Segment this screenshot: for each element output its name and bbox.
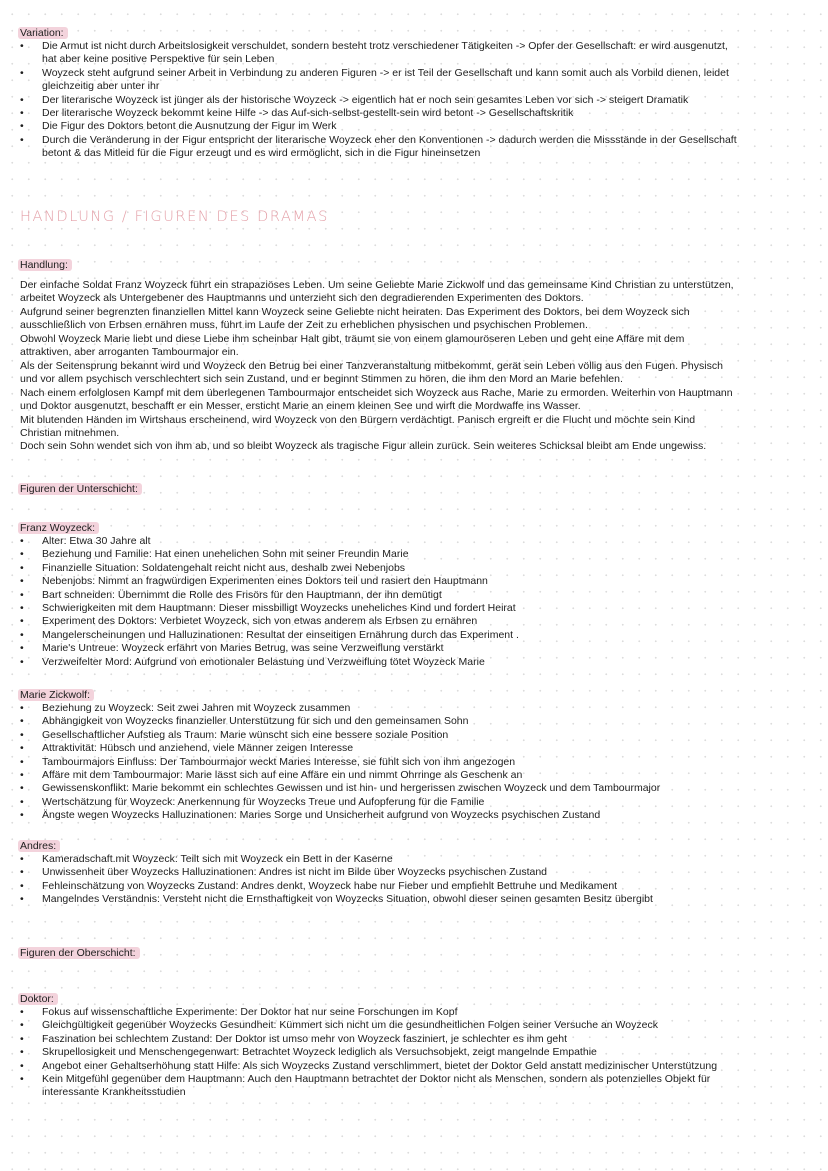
list-item: [0, 615, 810, 628]
list-item: [0, 742, 810, 755]
bullet-icon: •: [20, 120, 24, 133]
paragraph-line: attraktiven, aber arroganten Tambourmajor ein.: [20, 346, 239, 359]
list-item: [0, 866, 810, 879]
bullet-icon: •: [20, 107, 24, 120]
list-item: [0, 94, 810, 107]
list-item-text: Tambourmajors Einfluss: Der Tambourmajor weckt Maries Interesse, sie fühlt sich von ihm angezogen: [42, 755, 516, 768]
list-item-text: Mangelndes Verständnis: Versteht nicht die Ernsthaftigkeit von Woyzecks Situation, obwohl dieser seinen gesamten Besitz übergibt: [42, 893, 653, 906]
paragraph-line: Nach einem erfolglosen Kampf mit dem überlegenen Tambourmajor entscheidet sich Woyzeck aus Rache, Marie zu ermorden. Weiterhin von Hauptmann: [20, 386, 733, 399]
list-item: [0, 642, 810, 655]
list-item-text: Experiment des Doktors: Verbietet Woyzeck, sich von etwas anderem als Erbsen zu ernähren: [42, 615, 478, 628]
list-item-text: Kein Mitgefühl gegenüber dem Hauptmann: Auch den Hauptmann betrachtet der Doktor nicht als Menschen, sondern als potenzielles Objekt für: [42, 1073, 711, 1086]
bullet-icon: •: [20, 769, 24, 782]
bullet-icon: •: [20, 642, 24, 655]
bullet-icon: •: [20, 93, 24, 106]
handlung-label: Handlung:: [18, 259, 72, 271]
list-item: [0, 1060, 810, 1073]
list-item-text: Fokus auf wissenschaftliche Experimente: Der Doktor hat nur seine Forschungen im Kopf: [42, 1006, 458, 1018]
list-item-text: gleichzeitig aber unter ihr: [42, 80, 160, 93]
list-item: [0, 656, 810, 669]
list-item-text: Fehleinschätzung von Woyzecks Zustand: Andres denkt, Woyzeck habe nur Fieber und empfiehlt Bettruhe und Medikament: [42, 879, 618, 892]
list-item-text: Kameradschaft.mit Woyzeck: Teilt sich mit Woyzeck ein Bett in der Kaserne: [42, 853, 393, 865]
list-item-text: Attraktivität: Hübsch und anziehend, viele Männer zeigen Interesse: [42, 742, 354, 755]
list-item-text: Finanzielle Situation: Soldatengehalt reicht nicht aus, deshalb zwei Nebenjobs: [42, 561, 406, 574]
list-item-text: Woyzeck steht aufgrund seiner Arbeit in Verbindung zu anderen Figuren -> er ist Teil der Gesellschaft und kann somit auch als Vorbild dienen, leidet: [42, 66, 729, 79]
paragraph-line: Christian mitnehmen.: [20, 426, 120, 439]
list-item-text: Affäre mit dem Tambourmajor: Marie lässt sich auf eine Affäre ein und nimmt Ohrringe als Geschenk an: [42, 769, 523, 782]
list-item-text: Marie's Untreue: Woyzeck erfährt von Maries Betrug, was seine Verzweiflung verstärkt: [42, 642, 444, 655]
bullet-icon: •: [20, 1019, 24, 1032]
paragraph-line: arbeitet Woyzeck als Untergebener des Hauptmanns und unterzieht sich den degradierenden Experimenten des Doktors.: [20, 292, 584, 305]
list-item-text: interessante Krankheitsstudien: [42, 1086, 186, 1099]
list-item: [0, 575, 810, 588]
list-item-text: betont & das Mitleid für die Figur erzeugt und es wird ermöglicht, sich in die Figur hineinsetzen: [42, 147, 481, 160]
list-item: [0, 562, 810, 575]
list-item-text: Der literarische Woyzeck ist jünger als der historische Woyzeck -> eigentlich hat er noch sein gesamtes Leben vor sich -> steigert Dramatik: [42, 93, 689, 106]
list-item: [0, 782, 810, 795]
bullet-icon: •: [20, 795, 24, 808]
list-item: [0, 535, 810, 548]
list-item: [0, 67, 810, 94]
paragraph-line: Mit blutenden Händen im Wirtshaus erscheinend, wird Woyzeck von den Bürgern verdächtigt. Panisch ergreift er die Flucht und möchte sein Kind: [20, 413, 696, 426]
marie-zickwolf-list: [0, 702, 810, 823]
list-item-text: Verzweifelter Mord: Aufgrund von emotionaler Belastung und Verzweiflung tötet Woyzeck Marie: [42, 655, 485, 668]
doktor-label: Doktor:: [18, 993, 58, 1005]
doktor-list: [0, 1006, 810, 1100]
bullet-icon: •: [20, 1046, 24, 1059]
andres-list: [0, 853, 810, 907]
list-item-text: Ängste wegen Woyzecks Halluzinationen: Maries Sorge und Unsicherheit aufgrund von Woyzecks psychischen Zustand: [42, 809, 601, 822]
bullet-icon: •: [20, 66, 24, 79]
list-item-text: Alter: Etwa 30 Jahre alt: [42, 535, 151, 547]
paragraph-line: Doch sein Sohn wendet sich von ihm ab, und so bleibt Woyzeck als tragische Figur allein zurück. Sein weiteres Schicksal bleibt am Ende ungewiss.: [20, 440, 707, 453]
bullet-icon: •: [20, 715, 24, 728]
list-item-text: hat aber keine positive Perspektive für sein Leben: [42, 53, 275, 66]
bullet-icon: •: [20, 602, 24, 615]
paragraph-line: Obwohl Woyzeck Marie liebt und diese Liebe ihm scheinbar Halt gibt, träumt sie von einem glamouröseren Leben und geht eine Affäre mit dem: [20, 332, 685, 345]
list-item: [0, 1006, 810, 1019]
bullet-icon: •: [20, 535, 24, 547]
list-item: [0, 769, 810, 782]
list-item-text: Beziehung zu Woyzeck: Seit zwei Jahren mit Woyzeck zusammen: [42, 702, 351, 714]
paragraph-line: und Doktor ausgenutzt, beschafft er ein Messer, ersticht Marie an einem kleinen See und wirft die Mordwaffe ins Wasser.: [20, 400, 581, 413]
list-item-text: Schwierigkeiten mit dem Hauptmann: Dieser missbilligt Woyzecks uneheliches Kind und fordert Heirat: [42, 602, 516, 615]
list-item: [0, 880, 810, 893]
list-item-text: Wertschätzung für Woyzeck: Anerkennung für Woyzecks Treue und Aufopferung für die Familie: [42, 795, 485, 808]
list-item: [0, 809, 810, 822]
list-item-text: Durch die Veränderung in der Figur entspricht der literarische Woyzeck eher den Konventionen -> dadurch werden die Missstände in der Gesellschaft: [42, 133, 737, 146]
bullet-icon: •: [20, 879, 24, 892]
bullet-icon: •: [20, 866, 24, 879]
bullet-icon: •: [20, 615, 24, 628]
list-item: [0, 120, 810, 133]
bullet-icon: •: [20, 655, 24, 668]
bullet-icon: •: [20, 893, 24, 906]
bullet-icon: •: [20, 561, 24, 574]
bullet-icon: •: [20, 742, 24, 755]
paragraph-line: ausschließlich von Erbsen ernähren muss, führt im Laufe der Zeit zu erheblichen physischen und psychischen Problemen.: [20, 319, 588, 332]
marie-zickwolf-label: Marie Zickwolf:: [18, 689, 94, 701]
unterschicht-label: Figuren der Unterschicht:: [18, 483, 142, 495]
bullet-icon: •: [20, 853, 24, 865]
variation-list: [0, 40, 810, 161]
list-item-text: Abhängigkeit von Woyzecks finanzieller Unterstützung für sich und den gemeinsamen Sohn: [42, 715, 469, 728]
list-item-text: Bart schneiden: Übernimmt die Rolle des Frisörs für den Hauptmann, der ihn demütigt: [42, 588, 442, 601]
list-item-text: Beziehung und Familie: Hat einen unehelichen Sohn mit seiner Freundin Marie: [42, 548, 409, 561]
list-item-text: Der literarische Woyzeck bekommt keine Hilfe -> das Auf-sich-selbst-gestellt-sein wird betont -> Gesellschaftskritik: [42, 107, 574, 120]
list-item: [0, 548, 810, 561]
paragraph-line: Aufgrund seiner begrenzten finanziellen Mittel kann Woyzeck seine Geliebte nicht heiraten. Das Experiment des Doktors, bei dem Woyzeck sich: [20, 305, 690, 318]
handlung-paragraph: [20, 279, 820, 454]
franz-woyzeck-list: [0, 535, 810, 669]
bullet-icon: •: [20, 575, 24, 588]
list-item: [0, 702, 810, 715]
list-item: [0, 1019, 810, 1032]
list-item: [0, 729, 810, 742]
list-item: [0, 853, 810, 866]
bullet-icon: •: [20, 1006, 24, 1018]
bullet-icon: •: [20, 548, 24, 561]
list-item-text: Unwissenheit über Woyzecks Halluzinationen: Andres ist nicht im Bilde über Woyzecks psychischen Zustand: [42, 866, 548, 879]
bullet-icon: •: [20, 1032, 24, 1045]
list-item-text: Faszination bei schlechtem Zustand: Der Doktor ist umso mehr von Woyzeck fasziniert, je schlechter es ihm geht: [42, 1032, 568, 1045]
bullet-icon: •: [20, 628, 24, 641]
list-item-text: Angebot einer Gehaltserhöhung statt Hilfe: Als sich Woyzecks Zustand verschlimmert, bietet der Doktor Geld anstatt medizinischer Unterstützung: [42, 1059, 718, 1072]
list-item-text: Mangelerscheinungen und Halluzinationen: Resultat der einseitigen Ernährung durch das Experiment .: [42, 628, 519, 641]
list-item: [0, 1033, 810, 1046]
bullet-icon: •: [20, 728, 24, 741]
list-item: [0, 893, 810, 906]
bullet-icon: •: [20, 755, 24, 768]
list-item: [0, 629, 810, 642]
list-item: [0, 107, 810, 120]
list-item-text: Gewissenskonflikt: Marie bekommt ein schlechtes Gewissen und ist hin- und hergerissen zwischen Woyzeck und dem Tambourmajor: [42, 782, 661, 795]
bullet-icon: •: [20, 40, 24, 52]
andres-label: Andres:: [18, 840, 60, 852]
list-item: [0, 134, 810, 161]
bullet-icon: •: [20, 702, 24, 714]
franz-woyzeck-label: Franz Woyzeck:: [18, 522, 99, 534]
bullet-icon: •: [20, 782, 24, 795]
section-title: HANDLUNG / FIGUREN DES DRAMAS: [20, 209, 329, 225]
variation-label: Variation:: [18, 27, 68, 39]
list-item: [0, 756, 810, 769]
list-item: [0, 40, 810, 67]
paragraph-line: und vor allem psychisch verschlechtert sich sein Zustand, und er beginnt Stimmen zu hören, die ihm den Mord an Marie befehlen.: [20, 373, 623, 386]
bullet-icon: •: [20, 809, 24, 822]
oberschicht-label: Figuren der Oberschicht:: [18, 947, 140, 959]
list-item-text: Skrupellosigkeit und Menschengegenwart: Betrachtet Woyzeck lediglich als Versuchsobjekt, zeigt mangelnde Empathie: [42, 1046, 597, 1059]
list-item-text: Die Armut ist nicht durch Arbeitslosigkeit verschuldet, sondern besteht trotz verschiedener Tätigkeiten -> Opfer der Gesellschaft: er wird ausgenutzt,: [42, 40, 728, 52]
list-item: [0, 602, 810, 615]
paragraph-line: Als der Seitensprung bekannt wird und Woyzeck den Betrug bei einer Tanzveranstaltung mitbekommt, gerät sein Leben völlig aus den Fugen. Physisch: [20, 359, 723, 372]
list-item-text: Nebenjobs: Nimmt an fragwürdigen Experimenten eines Doktors teil und rasiert den Hauptmann: [42, 575, 488, 588]
bullet-icon: •: [20, 133, 24, 146]
list-item: [0, 1073, 810, 1100]
list-item: [0, 589, 810, 602]
list-item: [0, 1046, 810, 1059]
list-item: [0, 796, 810, 809]
list-item-text: Gesellschaftlicher Aufstieg als Traum: Marie wünscht sich eine bessere soziale Position: [42, 728, 449, 741]
bullet-icon: •: [20, 588, 24, 601]
bullet-icon: •: [20, 1073, 24, 1086]
list-item: [0, 715, 810, 728]
list-item-text: Gleichgültigkeit gegenüber Woyzecks Gesundheit: Kümmert sich nicht um die gesundheitlichen Folgen seiner Versuche an Woyzeck: [42, 1019, 658, 1032]
list-item-text: Die Figur des Doktors betont die Ausnutzung der Figur im Werk: [42, 120, 337, 133]
paragraph-line: Der einfache Soldat Franz Woyzeck führt ein strapaziöses Leben. Um seine Geliebte Marie Zickwolf und das gemeinsame Kind Christian zu unterstützen,: [20, 279, 734, 291]
bullet-icon: •: [20, 1059, 24, 1072]
